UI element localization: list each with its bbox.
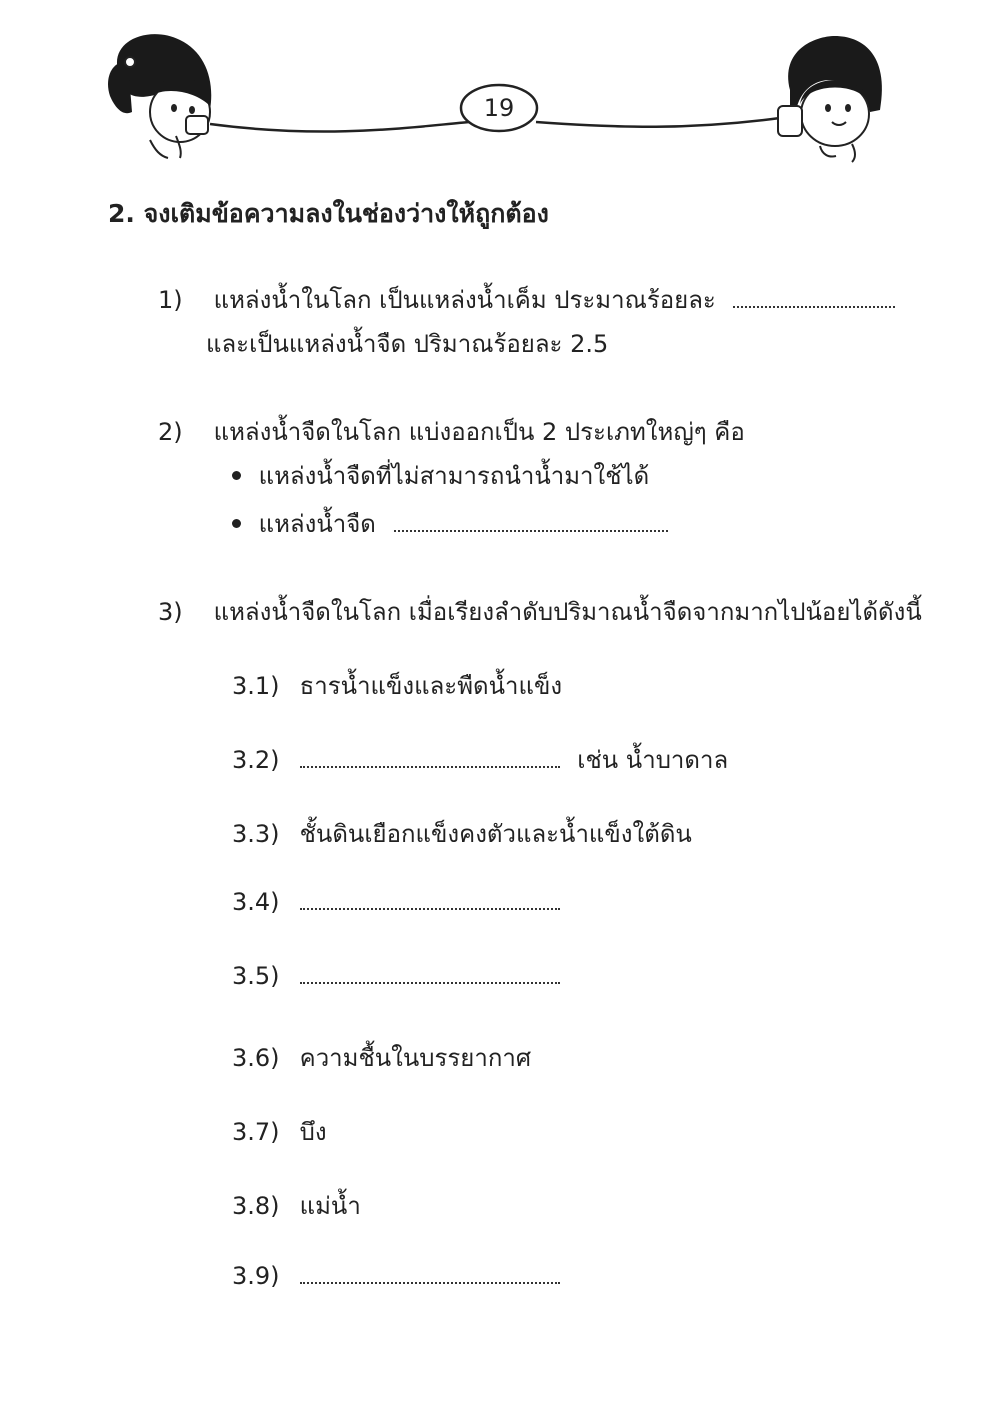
question-1-continued: และเป็นแหล่งน้ำจืด ปริมาณร้อยละ 2.5 — [206, 330, 609, 358]
answer-blank[interactable] — [300, 765, 560, 768]
answer-blank[interactable] — [733, 305, 895, 308]
sub-item-text: ธารน้ำแข็งและพืดน้ำแข็ง — [299, 672, 563, 700]
sub-item-number: 3.9) — [232, 1262, 280, 1290]
sub-item-number: 3.6) — [232, 1044, 280, 1072]
page-number: 19 — [483, 94, 515, 122]
sub-item — [232, 1262, 560, 1290]
answer-blank[interactable] — [300, 1281, 560, 1284]
sub-item-number: 3.3) — [232, 820, 280, 848]
bullet-icon — [232, 519, 241, 528]
bullet-text: แหล่งน้ำจืด — [258, 510, 376, 538]
bullet-item — [232, 504, 668, 543]
sub-item-text: เช่น น้ำบาดาล — [577, 746, 729, 774]
bullet-text: แหล่งน้ำจืดที่ไม่สามารถนำน้ำมาใช้ได้ — [258, 462, 650, 490]
sub-item-number: 3.5) — [232, 962, 280, 990]
question-text: แหล่งน้ำจืดในโลก แบ่งออกเป็น 2 ประเภทใหญ่ๆ คือ — [213, 418, 745, 446]
question-number: 2) — [158, 418, 183, 446]
answer-blank[interactable] — [394, 529, 668, 532]
question-number: 1) — [158, 286, 183, 314]
right-girl-icon — [778, 36, 882, 162]
sub-item-number: 3.8) — [232, 1192, 280, 1220]
question-2 — [158, 412, 745, 451]
section-title: 2. จงเติมข้อความลงในช่องว่างให้ถูกต้อง — [108, 199, 549, 228]
answer-blank[interactable] — [300, 981, 560, 984]
sub-item-text: บึง — [299, 1118, 327, 1146]
sub-item — [232, 1186, 361, 1225]
answer-blank[interactable] — [300, 907, 560, 910]
sub-item — [232, 962, 560, 990]
sub-item-text: ความชื้นในบรรยากาศ — [299, 1044, 532, 1072]
sub-item-number: 3.4) — [232, 888, 280, 916]
left-girl-icon — [108, 34, 211, 158]
sub-item — [232, 814, 692, 853]
bullet-icon — [232, 471, 241, 480]
bullet-item — [232, 456, 649, 495]
question-text: แหล่งน้ำในโลก เป็นแหล่งน้ำเค็ม ประมาณร้อยละ — [213, 286, 716, 314]
question-number: 3) — [158, 598, 183, 626]
question-3 — [158, 592, 922, 631]
sub-item — [232, 666, 562, 705]
sub-item-text: แม่น้ำ — [299, 1192, 361, 1220]
question-text: แหล่งน้ำจืดในโลก เมื่อเรียงลำดับปริมาณน้ำจืดจากมากไปน้อยได้ดังนี้ — [213, 598, 922, 626]
sub-item — [232, 740, 728, 779]
sub-item-number: 3.1) — [232, 672, 280, 700]
sub-item-text: ชั้นดินเยือกแข็งคงตัวและน้ำแข็งใต้ดิน — [299, 820, 692, 848]
sub-item-number: 3.7) — [232, 1118, 280, 1146]
sub-item — [232, 1038, 531, 1077]
question-1 — [158, 280, 895, 319]
sub-item — [232, 1112, 327, 1151]
sub-item-number: 3.2) — [232, 746, 280, 774]
sub-item — [232, 888, 560, 916]
